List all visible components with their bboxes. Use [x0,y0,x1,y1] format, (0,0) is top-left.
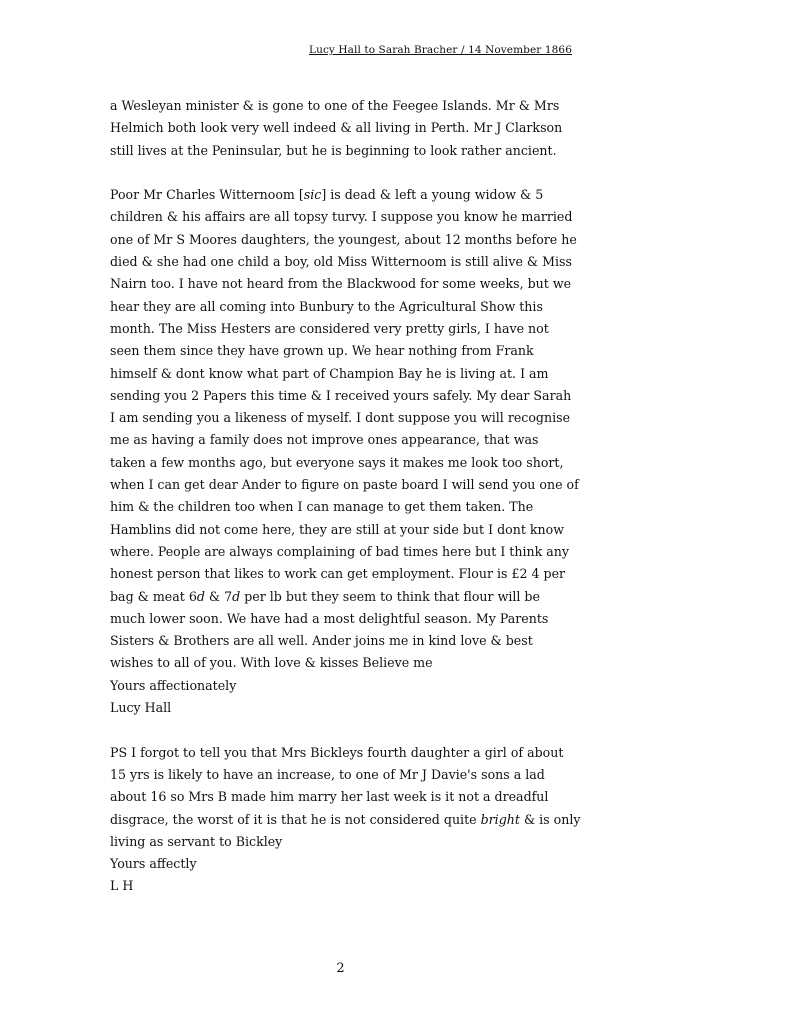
text-line: Nairn too. I have not heard from the Blackwood for some weeks, but we [110,276,572,292]
text-line: Hamblins did not come here, they are still at your side but I dont know [110,521,565,537]
signature: Lucy Hall [110,700,172,716]
letter-body [110,95,580,898]
text-line: Sisters & Brothers are all well. Ander joins me in kind love & best [110,633,533,649]
text-line: died & she had one child a boy, old Miss Witternoom is still alive & Miss [110,254,572,270]
valediction: Yours affectionately [110,677,237,693]
text-line: Helmich both look very well indeed & all living in Perth. Mr J Clarkson [110,120,563,136]
text-run: disgrace, the worst of it is that he is not considered quite [110,811,481,827]
pence-italic: d [196,588,205,604]
text-line: one of Mr S Moores daughters, the youngest, about 12 months before he [110,231,577,247]
sic-italic: sic [303,187,322,203]
postscript [110,742,580,898]
text-line [110,586,580,608]
text-line: living as servant to Bickley [110,833,283,849]
text-line: children & his affairs are all topsy turvy. I suppose you know he married [110,209,573,225]
text-line: month. The Miss Hesters are considered very pretty girls, I have not [110,320,549,336]
text-run: per lb but they seem to think that flour will be [240,588,540,604]
text-line: me as having a family does not improve ones appearance, that was [110,432,539,448]
text-line: taken a few months ago, but everyone says it makes me look too short, [110,454,564,470]
text-line: seen them since they have grown up. We hear nothing from Frank [110,343,534,359]
text-line: I am sending you a likeness of myself. I dont suppose you will recognise [110,410,571,426]
text-run: ] is dead & left a young widow & 5 [321,187,544,203]
text-line: hear they are all coming into Bunbury to the Agricultural Show this [110,298,543,314]
text-line: 15 yrs is likely to have an increase, to one of Mr J Davie's sons a lad [110,766,545,782]
text-line: himself & dont know what part of Champion Bay he is living at. I am [110,365,549,381]
text-line: much lower soon. We have had a most delightful season. My Parents [110,610,549,626]
text-run: & is only [519,811,581,827]
text-run: bag & meat 6 [110,588,197,604]
paragraph-gap [110,719,580,741]
text-line: wishes to all of you. With love & kisses Believe me [110,655,433,671]
text-line [110,184,580,206]
ps-valediction: Yours affectly [110,856,197,872]
text-run: & 7 [204,588,233,604]
text-line: about 16 so Mrs B made him marry her last week is it not a dreadful [110,789,549,805]
bright-italic: bright [480,811,520,827]
text-run: Poor Mr Charles Witternoom [ [110,187,304,203]
text-line: where. People are always complaining of bad times here but I think any [110,543,569,559]
paragraph-1 [110,95,580,162]
page-number: 2 [336,961,345,976]
ps-signature: L H [110,878,134,894]
text-line: PS I forgot to tell you that Mrs Bickleys fourth daughter a girl of about [110,744,564,760]
running-header: Lucy Hall to Sarah Bracher / 14 November 1866 [309,44,572,56]
text-line: him & the children too when I can manage to get them taken. The [110,499,534,515]
pence-italic: d [232,588,241,604]
text-line: still lives at the Peninsular, but he is beginning to look rather ancient. [110,142,557,158]
text-line: sending you 2 Papers this time & I received yours safely. My dear Sarah [110,387,572,403]
text-line: honest person that likes to work can get employment. Flour is £2 4 per [110,566,566,582]
text-line: when I can get dear Ander to figure on paste board I will send you one of [110,477,579,493]
text-line: a Wesleyan minister & is gone to one of the Feegee Islands. Mr & Mrs [110,98,560,113]
text-line [110,809,580,831]
paragraph-2 [110,184,580,719]
